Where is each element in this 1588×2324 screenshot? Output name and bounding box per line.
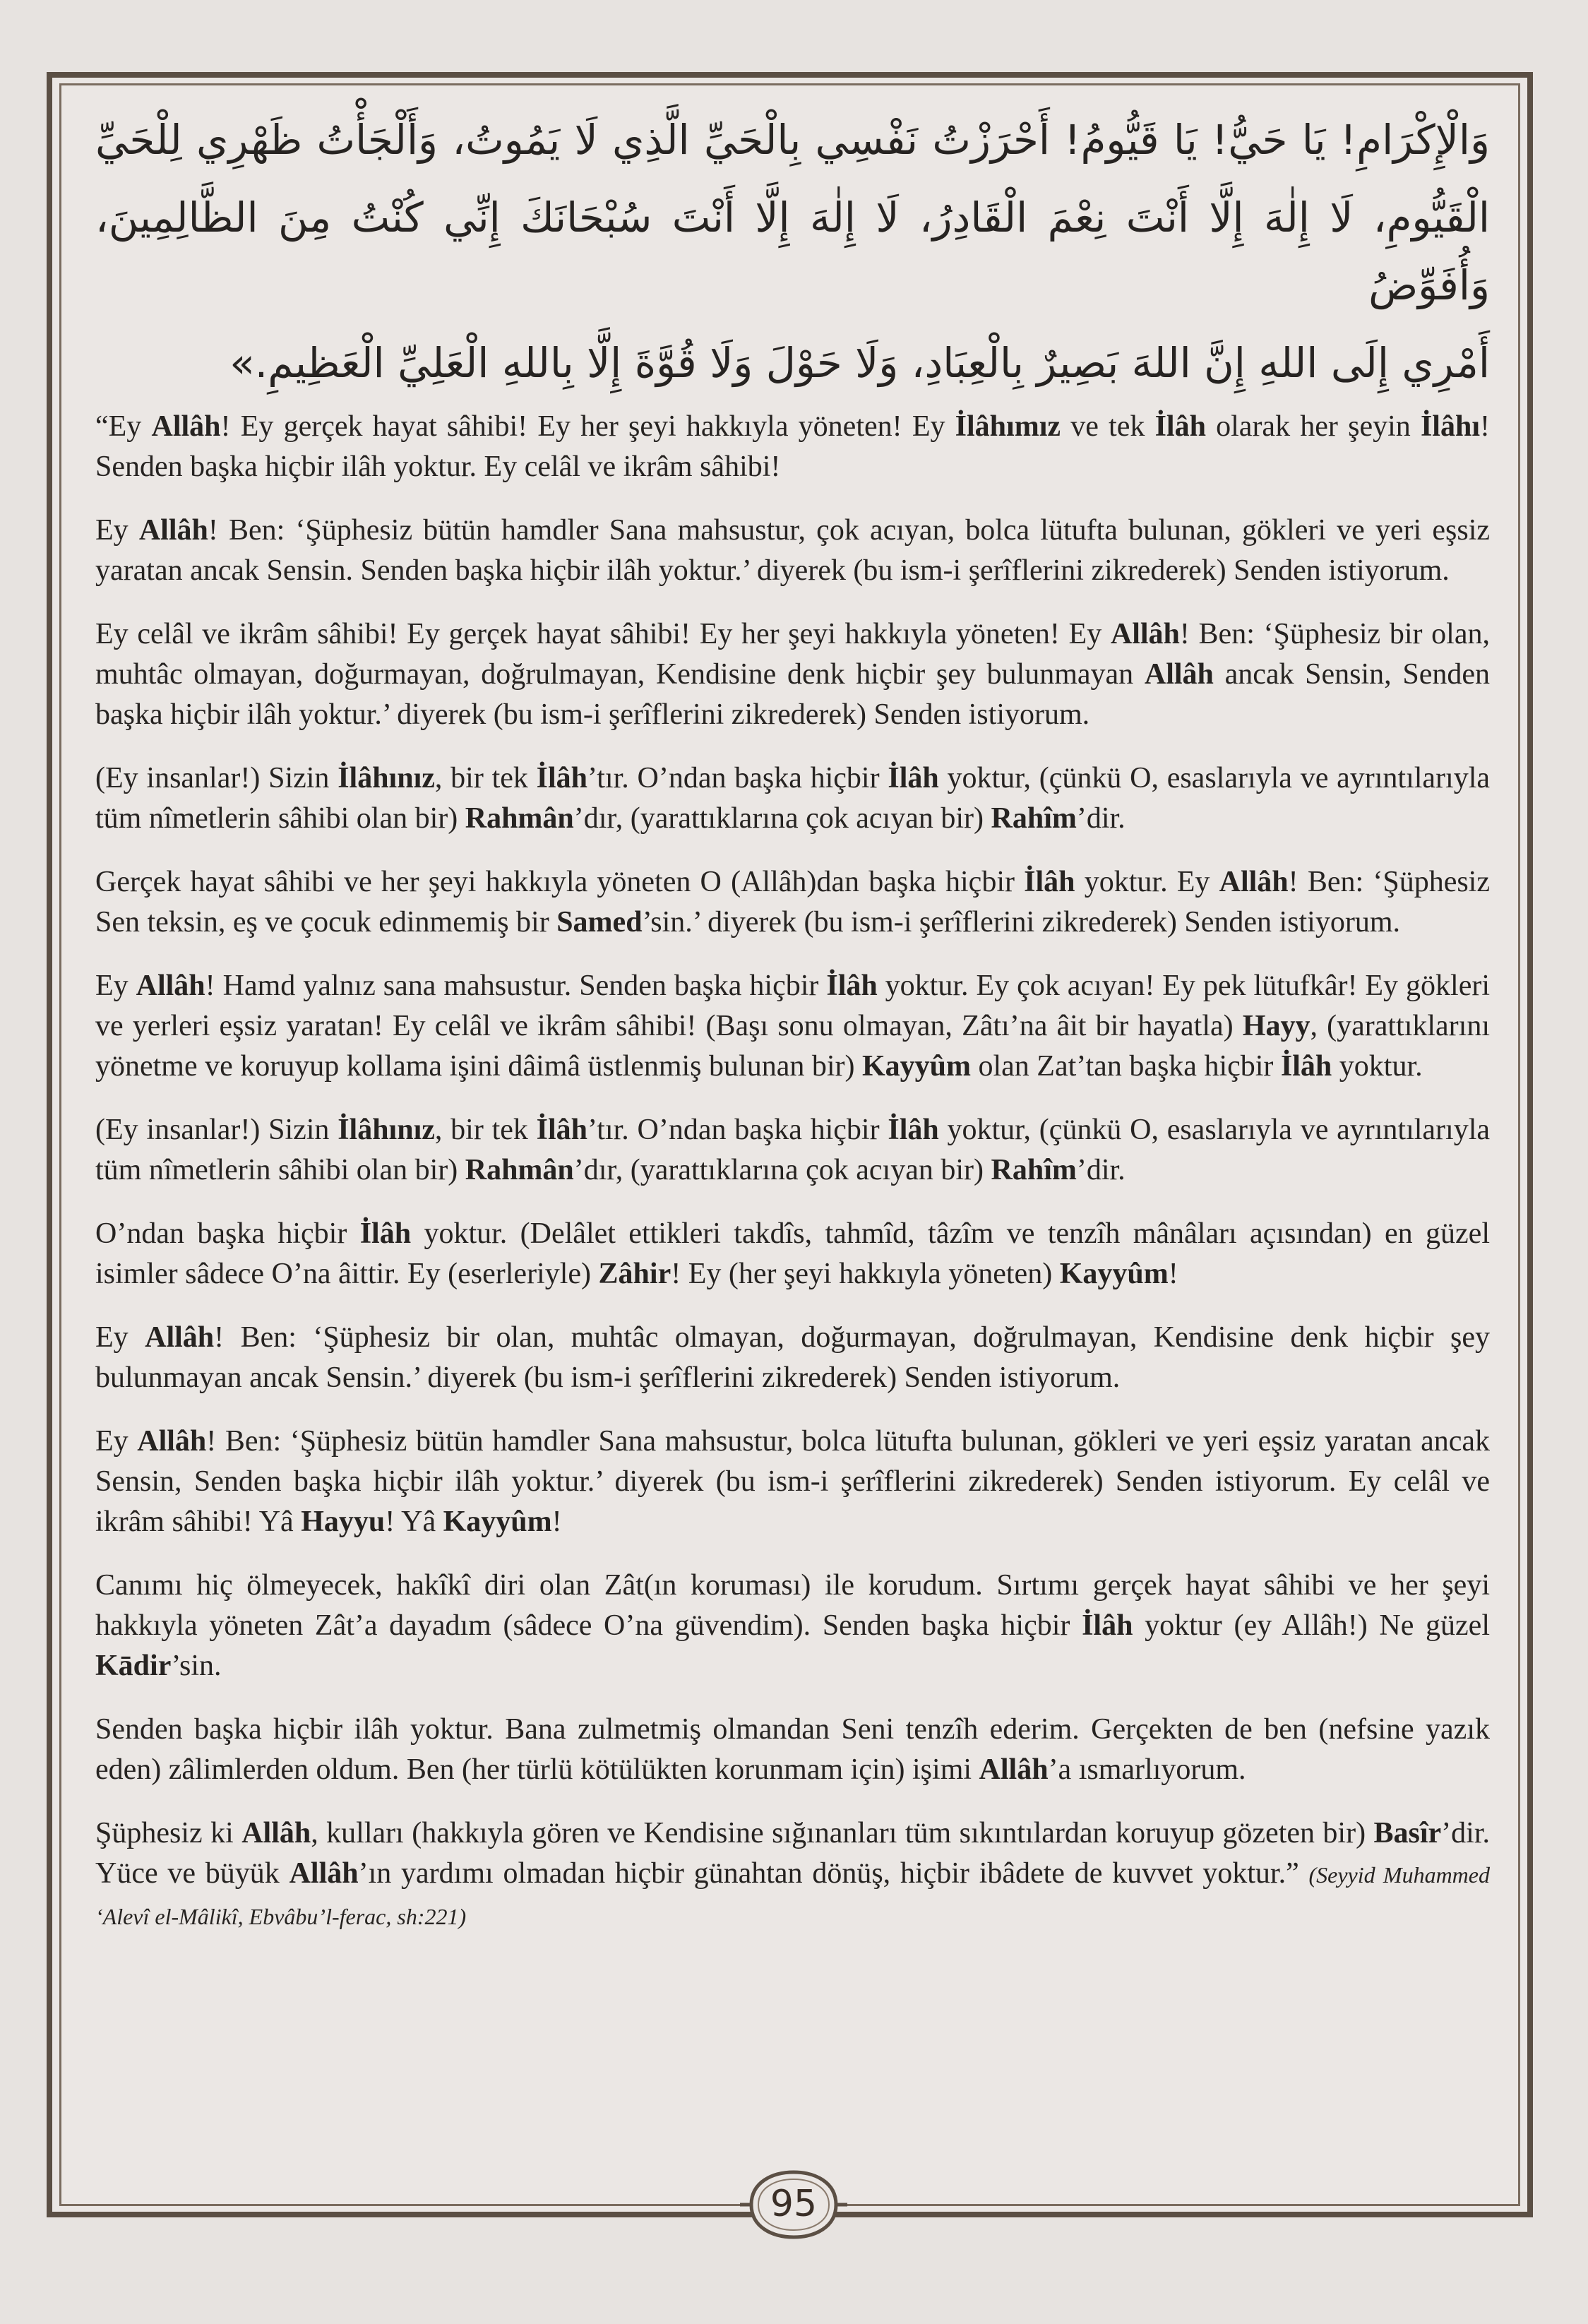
bold-term: İlâh: [536, 762, 588, 794]
translation-text: [95, 407, 1490, 1937]
paragraph-7: [95, 1110, 1490, 1191]
text-run: yoktur. Ey: [1075, 866, 1219, 898]
bold-term: Hayyu: [301, 1506, 386, 1538]
bold-term: Allâh: [137, 1425, 207, 1458]
text-run: , bir tek: [434, 762, 537, 794]
text-run: (Ey insanlar!) Sizin: [95, 1114, 338, 1146]
text-run: yoktur (ey Allâh!) Ne güzel: [1133, 1609, 1490, 1642]
citation: (Seyyid Muhammed ‘Alevî el-Mâlikî, Ebvâbu’l-ferac, sh:221): [95, 1862, 1490, 1929]
bold-term: İlâh: [826, 970, 878, 1002]
text-run: ve tek: [1061, 410, 1155, 443]
text-run: Ey: [95, 970, 136, 1002]
bold-term: İlâh: [1154, 410, 1206, 443]
text-run: Ey: [95, 1425, 138, 1458]
text-run: Canımı hiç ölmeyecek, hakîkî diri olan Zât(ın koruması) ile korudum. Sırtımı gerçek hayat sâhibi ve her şeyi hakkıyla yöneten Zât’a dayadım (sâdece O’na güvendim). Senden başka hiçbir: [95, 1569, 1490, 1642]
bold-term: Rahmân: [465, 802, 574, 835]
bold-term: Kayyûm: [861, 1050, 971, 1083]
text-run: yoktur. (Delâlet ettikleri takdîs, tahmîd, tâzîm ve tenzîh mânâları açısından) en güzel isimler sâdece O’na âittir. Ey (eserleriyle): [95, 1217, 1490, 1290]
bold-term: Allâh: [289, 1857, 359, 1890]
text-run: Ey celâl ve ikrâm sâhibi! Ey gerçek hayat sâhibi! Ey her şeyi hakkıyla yöneten! Ey: [95, 618, 1111, 650]
arabic-line-3: أَمْرِي إِلَى اللهِ إِنَّ اللهَ بَصِيرٌ بِالْعِبَادِ، وَلَا حَوْلَ وَلَا قُوَّةَ إِلَّا بِاللهِ الْعَلِيِّ الْعَظِيمِ.»: [229, 339, 1490, 387]
bold-term: Kādir: [95, 1650, 172, 1682]
text-run: , kulları (hakkıyla gören ve Kendisine sığınanları tüm sıkıntılardan koruyup gözeten bir): [311, 1817, 1374, 1849]
bold-term: Allâh: [136, 970, 205, 1002]
bold-term: Basîr: [1373, 1817, 1442, 1849]
paragraph-9: [95, 1318, 1490, 1398]
bold-term: Allâh: [1219, 866, 1289, 898]
text-run: ’ın yardımı olmadan hiçbir günahtan dönüş, hiçbir ibâdete de kuvvet yoktur.”: [358, 1857, 1309, 1890]
text-run: (Ey insanlar!) Sizin: [95, 762, 338, 794]
bold-term: Hayy: [1242, 1010, 1311, 1042]
text-run: !: [551, 1506, 562, 1538]
text-run: ! Ben: ‘Şüphesiz bir olan, muhtâc olmayan, doğurmayan, doğrulmayan, Kendisine denk hiçbir şey bulunmayan ancak Sensin.’ diyerek (bu ism-i şerîflerini zikrederek) Senden istiyorum.: [95, 1321, 1491, 1394]
text-run: , (yarattıklarını yönetme ve koruyup kollama işini dâimâ üstlenmiş bulunan bir): [95, 1010, 1491, 1083]
text-run: Gerçek hayat sâhibi ve her şeyi hakkıyla yöneten O (Allâh)dan başka hiçbir: [95, 866, 1025, 898]
text-run: ’tır. O’ndan başka hiçbir: [587, 1114, 888, 1146]
text-run: ’dir.: [1076, 1154, 1126, 1186]
bold-term: Rahîm: [991, 802, 1077, 835]
text-run: O’ndan başka hiçbir: [95, 1217, 360, 1250]
bold-term: İlâhınız: [338, 1114, 435, 1146]
text-run: yoktur, (çünkü O, esaslarıyla ve ayrıntılarıyla tüm nîmetlerin sâhibi olan bir): [95, 762, 1491, 835]
text-run: Senden başka hiçbir ilâh yoktur. Bana zulmetmiş olmandan Seni tenzîh ederim. Gerçekten de ben (nefsine yazık eden) zâlimlerden oldum. Ben (her türlü kötülükten korunmam için) işimi: [95, 1713, 1490, 1786]
bold-term: İlâh: [1024, 866, 1075, 898]
bold-term: Allâh: [979, 1753, 1049, 1786]
bold-term: Allâh: [241, 1817, 311, 1849]
text-run: ’dır, (yarattıklarına çok acıyan bir): [573, 802, 991, 835]
paragraph-2: [95, 511, 1490, 591]
bold-term: Allâh: [1144, 658, 1214, 691]
paragraph-12: [95, 1710, 1490, 1790]
text-run: ! Hamd yalnız sana mahsustur. Senden başka hiçbir: [205, 970, 827, 1002]
bold-term: Rahîm: [991, 1154, 1077, 1186]
text-run: yoktur, (çünkü O, esaslarıyla ve ayrıntılarıyla tüm nîmetlerin sâhibi olan bir): [95, 1114, 1491, 1186]
page-content: [95, 106, 1490, 2126]
page-number: 95: [770, 2183, 818, 2225]
text-run: yoktur. Ey çok acıyan! Ey pek lütufkâr! Ey gökleri ve yerleri eşsiz yaratan! Ey celâl ve ikrâm sâhibi! (Başı sonu olmayan, Zâtı’na âit bir hayatla): [95, 970, 1490, 1042]
text-run: ! Ben: ‘Şüphesiz Sen teksin, eş ve çocuk edinmemiş bir: [95, 866, 1490, 938]
arabic-line-2: الْقَيُّومِ، لَا إِلٰهَ إِلَّا أَنْتَ نِعْمَ الْقَادِرُ، لَا إِلٰهَ إِلَّا أَنْتَ سُبْحَانَكَ إِنِّي كُنْتُ مِنَ الظَّالِمِينَ، وَأُفَوِّضُ: [95, 193, 1490, 309]
text-run: ’a ısmarlıyorum.: [1048, 1753, 1246, 1786]
text-run: ’dir. Yüce ve büyük: [95, 1817, 1490, 1890]
text-run: ’dir.: [1076, 802, 1126, 835]
paragraph-3: [95, 614, 1490, 735]
text-run: Ey: [95, 1321, 145, 1354]
text-run: ! Ben: ‘Şüphesiz bütün hamdler Sana mahsustur, bolca lütufta bulunan, gökleri ve yeri eşsiz yaratan ancak Sensin, Senden başka hiçbir ilâh yoktur.’ diyerek (bu ism-i şerîflerini zikrederek) Senden istiyorum. Ey celâl ve ikrâm sâhibi! Yâ: [95, 1425, 1490, 1538]
bold-term: Allâh: [1110, 618, 1180, 650]
text-run: ! Ben: ‘Şüphesiz bütün hamdler Sana mahsustur, çok acıyan, bolca lütufta bulunan, gökleri ve yeri eşsiz yaratan ancak Sensin. Senden başka hiçbir ilâh yoktur.’ diyerek (bu ism-i şerîflerini zikrederek) Senden istiyorum.: [95, 514, 1491, 587]
text-run: ! Ey gerçek hayat sâhibi! Ey her şeyi hakkıyla yöneten! Ey: [220, 410, 955, 443]
bold-term: Kayyûm: [1059, 1258, 1169, 1290]
text-run: , bir tek: [434, 1114, 537, 1146]
bold-term: Allâh: [145, 1321, 215, 1354]
bold-term: İlâh: [359, 1217, 412, 1250]
text-run: ’sin.: [171, 1650, 222, 1682]
text-run: olarak her şeyin: [1205, 410, 1421, 443]
bold-term: Samed: [556, 906, 643, 938]
text-run: !: [1168, 1258, 1178, 1290]
bold-term: İlâhımız: [955, 410, 1061, 443]
text-run: ’dır, (yarattıklarına çok acıyan bir): [573, 1154, 991, 1186]
text-run: ! Senden başka hiçbir ilâh yoktur. Ey celâl ve ikrâm sâhibi!: [95, 410, 1490, 483]
text-run: ! Ey (her şeyi hakkıyla yöneten): [671, 1258, 1060, 1290]
text-run: ’sin.’ diyerek (bu ism-i şerîflerini zikrederek) Senden istiyorum.: [642, 906, 1400, 938]
arabic-block: [95, 106, 1490, 397]
bold-term: İlâhı: [1420, 410, 1480, 443]
bold-term: İlâh: [536, 1114, 588, 1146]
paragraph-8: [95, 1214, 1490, 1294]
paragraph-10: [95, 1422, 1490, 1542]
text-run: olan Zat’tan başka hiçbir: [971, 1050, 1281, 1083]
bold-term: İlâhınız: [338, 762, 435, 794]
bold-term: Allâh: [138, 514, 208, 547]
bold-term: İlâh: [888, 1114, 939, 1146]
text-run: “Ey: [95, 410, 152, 443]
text-run: ! Yâ: [385, 1506, 443, 1538]
paragraph-1: [95, 407, 1490, 487]
text-run: ancak Sensin, Senden başka hiçbir ilâh yoktur.’ diyerek (bu ism-i şerîflerini zikrederek) Senden istiyorum.: [95, 658, 1490, 731]
bold-term: İlâh: [1280, 1050, 1332, 1083]
text-run: yoktur.: [1332, 1050, 1423, 1083]
bold-term: Rahmân: [465, 1154, 574, 1186]
paragraph-4: [95, 758, 1490, 839]
text-run: Ey: [95, 514, 139, 547]
text-run: Şüphesiz ki: [95, 1817, 242, 1849]
bold-term: Kayyûm: [443, 1506, 552, 1538]
paragraph-11: [95, 1566, 1490, 1686]
bold-term: İlâh: [888, 762, 939, 794]
bold-term: Allâh: [151, 410, 221, 443]
bold-term: Zâhir: [598, 1258, 671, 1290]
text-run: ! Ben: ‘Şüphesiz bir olan, muhtâc olmayan, doğurmayan, doğrulmayan, Kendisine denk hiçbir şey bulunmayan: [95, 618, 1490, 691]
arabic-line-1: وَالْإِكْرَامِ! يَا حَيُّ! يَا قَيُّومُ! أَحْرَزْتُ نَفْسِي بِالْحَيِّ الَّذِي لَا يَمُوتُ، وَأَلْجَأْتُ ظَهْرِي لِلْحَيِّ: [95, 116, 1490, 164]
text-run: ’tır. O’ndan başka hiçbir: [587, 762, 888, 794]
paragraph-6: [95, 966, 1490, 1087]
paragraph-13: [95, 1813, 1490, 1937]
paragraph-5: [95, 862, 1490, 943]
bold-term: İlâh: [1082, 1609, 1133, 1642]
